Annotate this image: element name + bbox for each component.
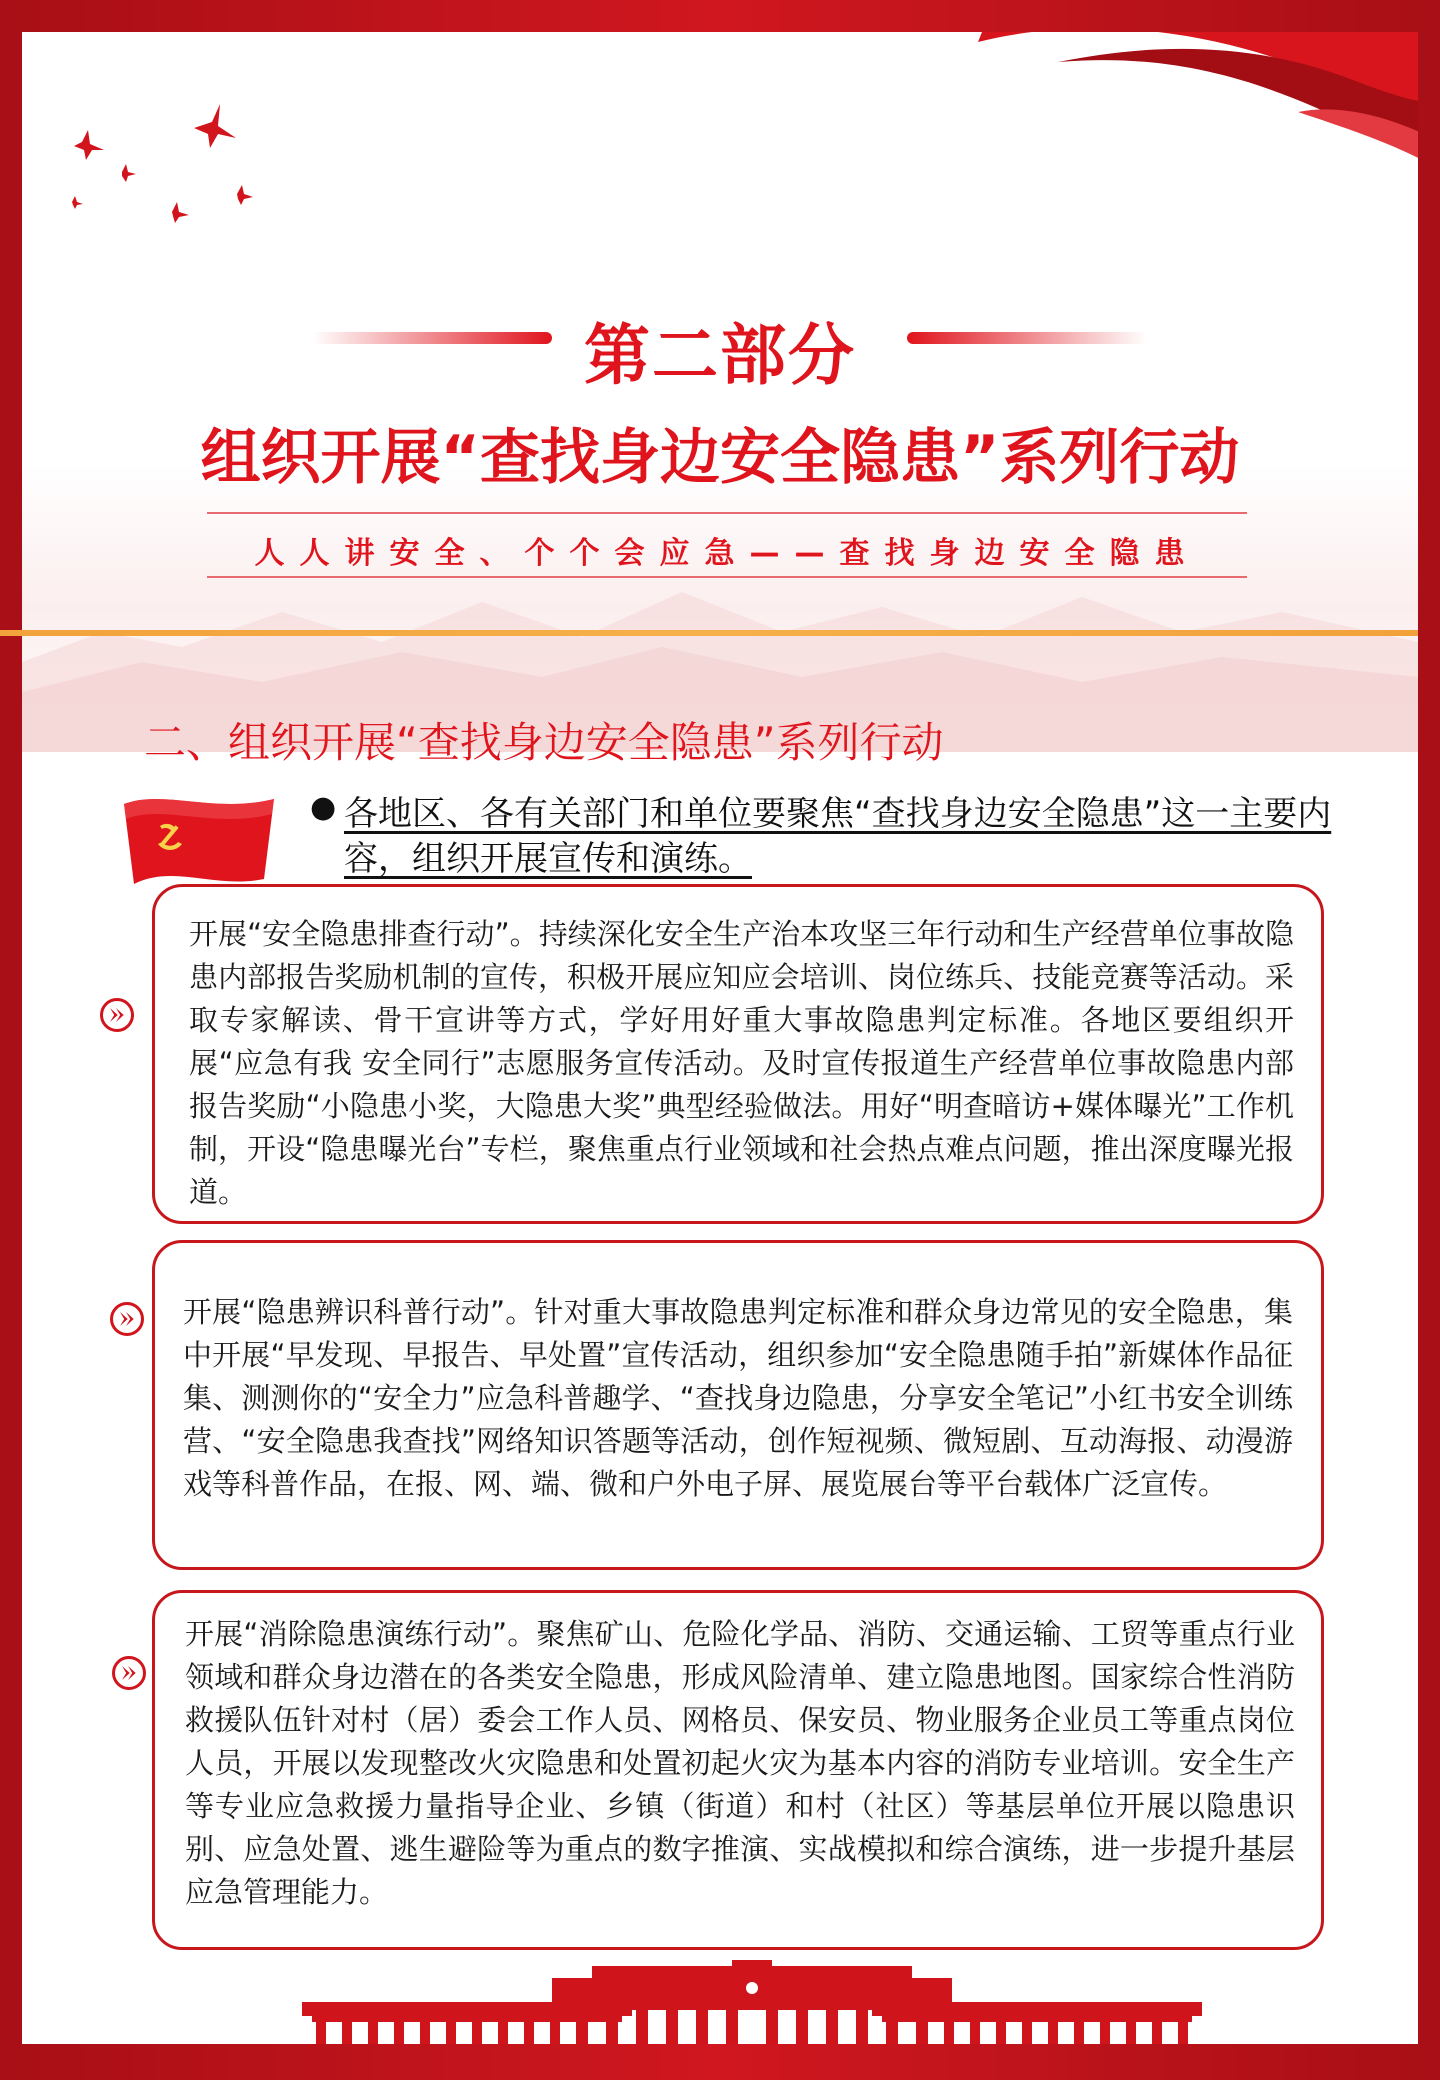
header-divider-line [0, 630, 1418, 636]
lead-paragraph [312, 792, 1332, 882]
lead-text: 各地区、各有关部门和单位要聚焦“查找身边安全隐患”这一主要内容，组织开展宣传和演练。 [344, 794, 1332, 879]
content-sheet [22, 32, 1418, 2044]
card-hazard-inspection [152, 884, 1324, 1224]
card-text: 开展“消除隐患演练行动”。聚焦矿山、危险化学品、消防、交通运输、工贸等重点行业领域和群众身边潜在的各类安全隐患，形成风险清单、建立隐患地图。国家综合性消防救援队伍针对村（居）委会工作人员、网格员、保安员、物业服务企业员工等重点岗位人员，开展以发现整改火灾隐患和处置初起火灾为基本内容的消防专业培训。安全生产等专业应急救援力量指导企业、乡镇（街道）和村（社区）等基层单位开展以隐患识别、应急处置、逃生避险等为重点的数字推演、实战模拟和综合演练，进一步提升基层应急管理能力。 [185, 1617, 1295, 1909]
lead-bullet: ● [310, 790, 337, 825]
card-hazard-drill [152, 1590, 1324, 1950]
chevron-right-circle-icon [110, 1302, 144, 1336]
chevron-right-circle-icon [100, 998, 134, 1032]
slogan-rule-top [207, 512, 1247, 514]
section-heading: 二、组织开展“查找身边安全隐患”系列行动 [144, 718, 944, 767]
card-hazard-identification [152, 1240, 1324, 1570]
flying-doves-icon [62, 102, 302, 242]
part-title: 第二部分 [584, 317, 856, 394]
card-text: 开展“安全隐患排查行动”。持续深化安全生产治本攻坚三年行动和生产经营单位事故隐患内部报告奖励机制的宣传，积极开展应知应会培训、岗位练兵、技能竞赛等活动。采取专家解读、骨干宣讲等方式，学好用好重大事故隐患判定标准。各地区要组织开展“应急有我 安全同行”志愿服务宣传活动。及时宣传报道生产经营单位事故隐患内部报告奖励“小隐患小奖，大隐患大奖”典型经验做法。用好“明查暗访+媒体曝光”工作机制，开设“隐患曝光台”专栏，聚焦重点行业领域和社会热点难点问题，推出深度曝光报道。 [189, 917, 1294, 1209]
red-ribbon-decoration [938, 32, 1418, 222]
slogan: 人人讲安全、个个会应急——查找身边安全隐患 [254, 536, 1200, 571]
main-title: 组织开展“查找身边安全隐患”系列行动 [200, 423, 1240, 493]
great-hall-icon [292, 1960, 1212, 2044]
party-flag-icon [114, 784, 284, 894]
chevron-right-circle-icon [112, 1656, 146, 1690]
card-text: 开展“隐患辨识科普行动”。针对重大事故隐患判定标准和群众身边常见的安全隐患，集中开展“早发现、早报告、早处置”宣传活动，组织参加“安全隐患随手拍”新媒体作品征集、测测你的“安全力”应急科普趣学、“查找身边隐患，分享安全笔记”小红书安全训练营、“安全隐患我查找”网络知识答题等活动，创作短视频、微短剧、互动海报、动漫游戏等科普作品，在报、网、端、微和户外电子屏、展览展台等平台载体广泛宣传。 [183, 1295, 1293, 1501]
